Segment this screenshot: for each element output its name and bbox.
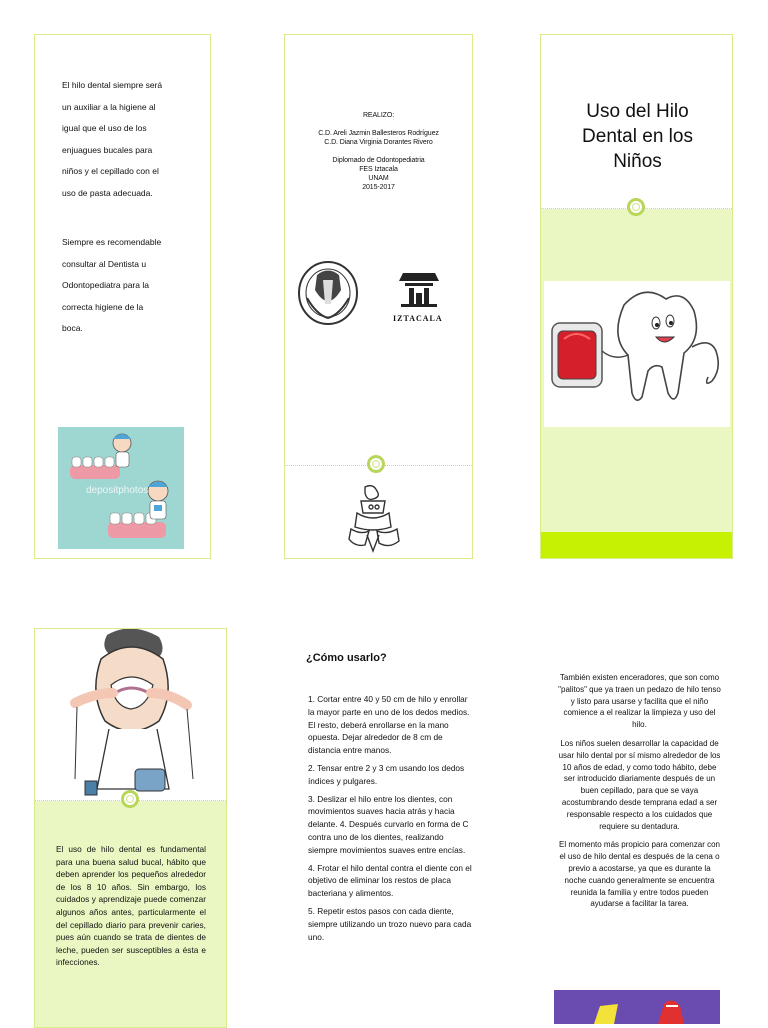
image-watermark: depositphotos (86, 485, 149, 496)
cover-title: Uso del Hilo Dental en los Niños (582, 101, 693, 172)
unam-seal-logo (297, 260, 359, 326)
author-1: C.D. Areli Jazmin Ballesteros Rodríguez (318, 130, 439, 137)
steps-list (308, 693, 472, 948)
step-3: 3. Deslizar el hilo entre los dientes, con movimientos suaves hacia atrás y hacia delante. 4. Después curvarlo en forma de C contra uno de los dientes, realizando siempre movimientos suaves entre encías. (308, 793, 469, 855)
step-5: 5. Repetir estos pasos con cada diente, siempre utilizando un trozo nuevo para cada uno. (308, 905, 472, 942)
realizo-label: REALIZO: (362, 112, 395, 119)
program-name: Diplomado de Odontopediatria (332, 157, 425, 164)
panel-right-top (540, 34, 733, 559)
tooth-floss-illustration (544, 281, 730, 427)
credits-block (285, 111, 472, 192)
lime-bottom-bar (541, 532, 732, 558)
years: 2015-2017 (362, 184, 395, 191)
panel-left-top (34, 34, 211, 559)
panel4-paragraph: El uso de hilo dental es fundamental para una buena salud bucal, hábito que deben aprender los pequeños alrededor de los 8 10 años. Sin embargo, los cuidados y aprendizaje puede comenzar algunos años antes, particularmente el del cepillado diario para prevenir caries, pues aún cuando se trata de dientes de leche, pueden ser susceptibles a ésta e infecciones. (56, 844, 206, 968)
how-to-heading: ¿Cómo usarlo? (306, 652, 387, 664)
panel6-paragraph-3: El momento más propicio para comenzar con el uso de hilo dental es después de la cena o previo a acostarse, ya que es durante la noche cuando generalmente se encuentra reunida la familia y entre todos pueden ayudarse a facilitar la tarea. (559, 840, 720, 909)
panel6-paragraph-1: También existen enceradores, que son como "palitos" que ya traen un pedazo de hilo tenso y listo para usarse y facilita que el niño comience a el realizar la limpieza y uso del hilo. (558, 673, 721, 730)
school-name: FES Iztacala (359, 166, 398, 173)
floss-pick-image (554, 990, 720, 1024)
panel1-paragraph-1: El hilo dental siempre será un auxiliar a la higiene al igual que el uso de los enjuagues bucales para niños y el cepillado con el uso de pasta adecuada. (62, 80, 163, 198)
panel-middle-bottom (284, 628, 484, 1024)
panel-left-bottom (34, 628, 227, 1028)
author-2: C.D. Diana Virginia Dorantes Rivero (324, 139, 433, 146)
divider-ring (367, 455, 385, 473)
panel-middle-top (284, 34, 473, 559)
panel-right-bottom (540, 628, 740, 1024)
university-name: UNAM (368, 175, 389, 182)
iztacala-logo-text: IZTACALA (393, 314, 443, 323)
iztacala-logo (389, 269, 449, 323)
panel1-paragraph-2: Siempre es recomendable consultar al Dentista u Odontopediatra para la correcta higiene de la boca. (62, 237, 162, 333)
step-4: 4. Frotar el hilo dental contra el diente con el objetivo de eliminar los restos de placa bacteriana y alimentos. (308, 862, 472, 899)
step-1: 1. Cortar entre 40 y 50 cm de hilo y enrollar la mayor parte en uno de los dedos medios. El resto, deberá enrollarse en la mano opuesta. Dejar alrededor de 8 cm de distancia entre manos. (308, 694, 470, 756)
panel6-text (558, 672, 721, 910)
aztec-glyph-illustration (343, 483, 403, 553)
kid-flossing-illustration (35, 629, 227, 801)
dentist-children-illustration (58, 427, 184, 549)
divider-ring (121, 790, 139, 808)
step-2: 2. Tensar entre 2 y 3 cm usando los dedos índices y pulgares. (308, 762, 465, 786)
divider-ring (627, 198, 645, 216)
panel6-paragraph-2: Los niños suelen desarrollar la capacidad de usar hilo dental por sí mismo alrededor de los 10 años de edad, y como todo hábito, debe ser introducido diariamente después de un buen cepillado, para que se vaya acostumbrando desde temprana edad a ser responsable respecto a los cuidados que requiere su dentadura. (558, 738, 721, 831)
